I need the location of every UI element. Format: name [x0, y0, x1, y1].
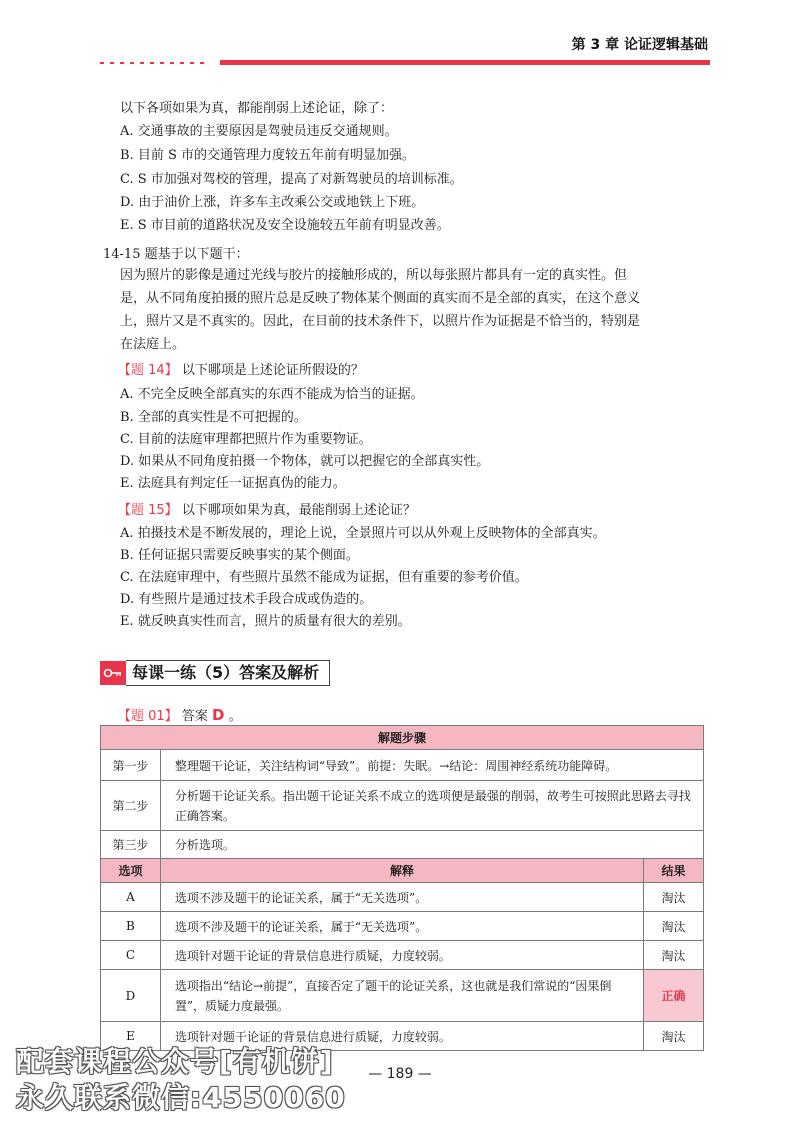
answer-value: D	[211, 706, 225, 724]
row-result: 淘汰	[644, 941, 704, 970]
page-number: — 189 —	[368, 1066, 432, 1082]
row-result-correct: 正确	[644, 970, 704, 1022]
row-option: E	[101, 1022, 161, 1051]
option-item: D. 如果从不同角度拍摄一个物体，就可以把握它的全部真实性。	[120, 454, 490, 469]
option-item: D. 由于油价上涨，许多车主改乘公交或地铁上下班。	[120, 195, 425, 210]
question-tag: 【题 15】	[118, 503, 178, 518]
option-item: A. 交通事故的主要原因是驾驶员违反交通规则。	[120, 124, 398, 139]
watermark-line: 配套课程公众号[有机饼]	[16, 1045, 334, 1078]
question-stem: 以下各项如果为真，都能削弱上述论证，除了：	[120, 101, 394, 116]
row-explain: 选项针对题干论证的背景信息进行质疑，力度较弱。	[160, 1022, 643, 1051]
step-text: 分析选项。	[160, 831, 703, 859]
row-explain: 选项指出“结论→前提”，直接否定了题干的论证关系，这也就是我们常说的“因果倒置”，质疑力度最强。	[160, 970, 643, 1022]
chapter-title: 第 3 章 论证逻辑基础	[571, 37, 708, 53]
table-row	[101, 970, 704, 1022]
row-option: D	[101, 970, 161, 1022]
answer-label: 答案	[181, 709, 212, 724]
col-explain-header: 解释	[160, 859, 643, 883]
row-explain: 选项不涉及题干的论证关系，属于“无关选项”。	[160, 912, 643, 941]
option-item: C. 在法庭审理中，有些照片虽然不能成为证据，但有重要的参考价值。	[120, 570, 528, 585]
step-text: 分析题干论证关系。指出题干论证关系不成立的选项便是最强的削弱，故考生可按照此思路去寻找正确答案。	[160, 781, 703, 831]
question-14	[118, 361, 364, 381]
option-item: E. 就反映真实性而言，照片的质量有很大的差别。	[120, 614, 411, 629]
question-tag: 【题 01】	[118, 709, 178, 724]
row-explain: 选项针对题干论证的背景信息进行质疑，力度较弱。	[160, 941, 643, 970]
answer-end: 。	[228, 709, 242, 724]
key-icon	[100, 661, 126, 685]
question-tag: 【题 14】	[118, 363, 178, 378]
row-result: 淘汰	[644, 912, 704, 941]
stem-line: 上，照片又是不真实的。因此，在目前的技术条件下，以照片作为证据是不恰当的，特别是	[120, 314, 641, 329]
header-bar	[220, 60, 710, 65]
step-label: 第一步	[101, 750, 161, 781]
stem-line: 是，从不同角度拍摄的照片总是反映了物体某个侧面的真实而不是全部的真实，在这个意义	[120, 291, 641, 306]
option-item: B. 目前 S 市的交通管理力度较五年前有明显加强。	[120, 148, 415, 163]
option-item: B. 任何证据只需要反映事实的某个侧面。	[120, 548, 359, 563]
option-item: A. 不完全反映全部真实的东西不能成为恰当的证据。	[120, 387, 424, 402]
row-option: B	[101, 912, 161, 941]
row-option: C	[101, 941, 161, 970]
stem-line: 在法庭上。	[120, 337, 186, 352]
option-item: C. S 市加强对驾校的管理，提高了对新驾驶员的培训标准。	[120, 172, 463, 187]
table-row	[101, 883, 704, 912]
steps-header: 解题步骤	[101, 726, 704, 750]
col-result-header: 结果	[644, 859, 704, 883]
stem-label: 14-15 题基于以下题干：	[103, 247, 249, 262]
question-15	[118, 501, 416, 521]
table-row	[101, 941, 704, 970]
option-item: B. 全部的真实性是不可把握的。	[120, 410, 307, 425]
stem-line: 因为照片的影像是通过光线与胶片的接触形成的，所以每张照片都具有一定的真实性。但	[120, 268, 628, 283]
step-label: 第二步	[101, 781, 161, 831]
row-result: 淘汰	[644, 883, 704, 912]
row-explain: 选项不涉及题干的论证关系，属于“无关选项”。	[160, 883, 643, 912]
option-item: E. 法庭具有判定任一证据真伪的能力。	[120, 476, 346, 491]
section-title: 每课一练（5）答案及解析	[126, 660, 330, 686]
question-text: 以下哪项如果为真，最能削弱上述论证？	[181, 503, 416, 518]
row-result: 淘汰	[644, 1022, 704, 1051]
option-item: E. S 市目前的道路状况及安全设施较五年前有明显改善。	[120, 218, 450, 233]
step-label: 第三步	[101, 831, 161, 859]
option-item: D. 有些照片是通过技术手段合成或伪造的。	[120, 592, 373, 607]
table-row	[101, 912, 704, 941]
step-text: 整理题干论证，关注结构词“导致”。前提：失眠。→结论：周围神经系统功能障碍。	[160, 750, 703, 781]
option-item: A. 拍摄技术是不断发展的，理论上说，全景照片可以从外观上反映物体的全部真实。	[120, 526, 606, 541]
answer-line	[118, 705, 242, 724]
option-item: C. 目前的法庭审理都把照片作为重要物证。	[120, 432, 372, 447]
watermark-line: 永久联系微信:4550060	[16, 1081, 346, 1114]
header-dots	[100, 62, 210, 64]
row-option: A	[101, 883, 161, 912]
question-text: 以下哪项是上述论证所假设的？	[181, 363, 364, 378]
solution-table	[100, 725, 704, 1051]
col-option-header: 选项	[101, 859, 161, 883]
section-heading	[100, 660, 330, 686]
header-divider	[100, 60, 710, 66]
